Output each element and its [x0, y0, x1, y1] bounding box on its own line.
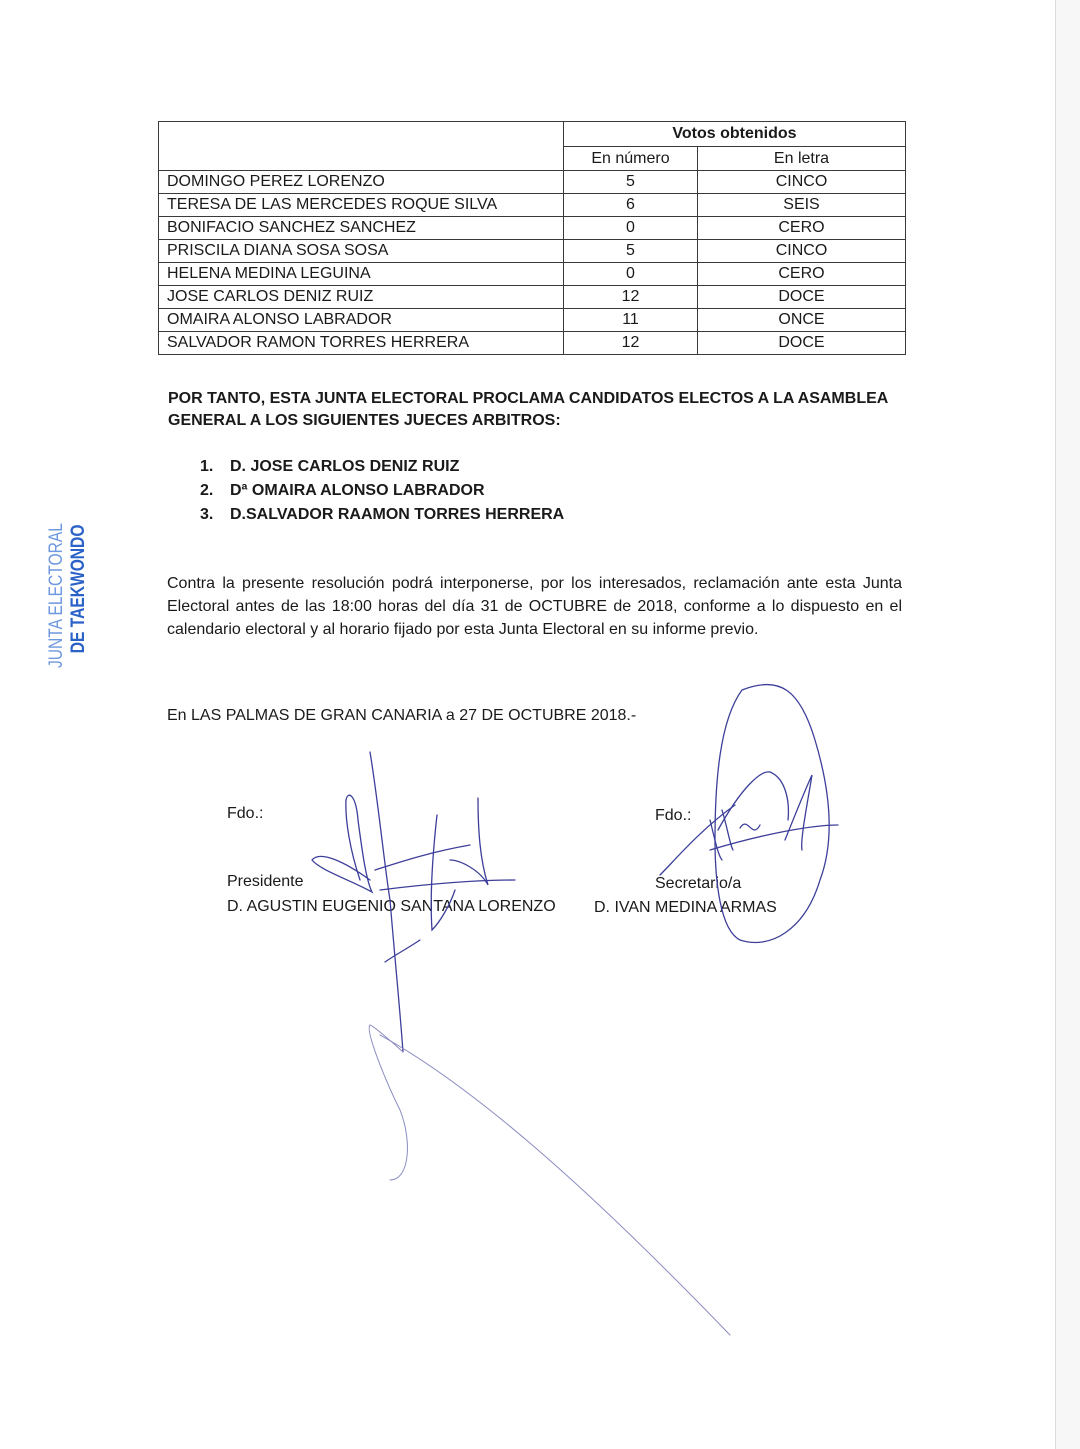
- letter-column-header: En letra: [698, 147, 906, 171]
- secretary-role: Secretario/a: [655, 875, 742, 892]
- secretary-signed-label: Fdo.:: [655, 807, 692, 824]
- place-and-date: En LAS PALMAS DE GRAN CANARIA a 27 DE OCTUBRE 2018.-: [167, 707, 637, 724]
- stamp-line-1: JUNTA ELECTORAL: [46, 523, 67, 668]
- president-signature: [312, 752, 730, 1335]
- cell-name: HELENA MEDINA LEGUINA: [159, 263, 564, 286]
- table-row: [159, 171, 906, 194]
- elected-item: 2. Dª OMAIRA ALONSO LABRADOR: [200, 482, 485, 499]
- table-row: [159, 240, 906, 263]
- signature-stroke: [385, 940, 420, 962]
- cell-name: SALVADOR RAMON TORRES HERRERA: [159, 332, 564, 355]
- cell-name: JOSE CARLOS DENIZ RUIZ: [159, 286, 564, 309]
- name-column-header: [159, 122, 564, 171]
- cell-letter: DOCE: [698, 332, 906, 355]
- elected-item: 3. D.SALVADOR RAAMON TORRES HERRERA: [200, 506, 565, 523]
- cell-letter: CINCO: [698, 240, 906, 263]
- table-row: [159, 309, 906, 332]
- elected-candidates-list: [200, 455, 564, 527]
- elected-item: 1. D. JOSE CARLOS DENIZ RUIZ: [200, 458, 460, 475]
- number-column-header: En número: [564, 147, 698, 171]
- cell-letter: ONCE: [698, 309, 906, 332]
- president-name: D. AGUSTIN EUGENIO SANTANA LORENZO: [227, 898, 556, 915]
- stamp-line-2: DE TAEKWONDO: [68, 524, 89, 654]
- president-role: Presidente: [227, 873, 304, 890]
- appeal-notice: Contra la presente resolución podrá interponerse, por los interesados, reclamación ante esta Junta Electoral antes de las 18:00 horas del día 31 de OCTUBRE de 2018, conforme a lo dispuesto en el calendario electoral y al horario fijado por esta Junta Electoral en su informe previo.: [167, 575, 902, 638]
- votes-table: [158, 121, 906, 355]
- page-edge: [1055, 0, 1056, 1449]
- signature-stroke: [710, 810, 733, 860]
- proclamation-text: POR TANTO, ESTA JUNTA ELECTORAL PROCLAMA CANDIDATOS ELECTOS A LA ASAMBLEA GENERAL A LOS SIGUIENTES JUECES ARBITROS:: [168, 390, 888, 429]
- cell-number: 6: [564, 194, 698, 217]
- cell-name: PRISCILA DIANA SOSA SOSA: [159, 240, 564, 263]
- cell-name: DOMINGO PEREZ LORENZO: [159, 171, 564, 194]
- electoral-board-stamp: [46, 523, 90, 668]
- cell-number: 0: [564, 263, 698, 286]
- signature-stroke: [369, 1025, 407, 1180]
- cell-name: TERESA DE LAS MERCEDES ROQUE SILVA: [159, 194, 564, 217]
- elected-name: D. JOSE CARLOS DENIZ RUIZ: [230, 458, 460, 475]
- table-row: [159, 332, 906, 355]
- cell-number: 12: [564, 286, 698, 309]
- signature-stroke: [740, 824, 760, 830]
- signature-stroke: [312, 795, 372, 892]
- cell-letter: DOCE: [698, 286, 906, 309]
- table-row: [159, 263, 906, 286]
- table-row: [159, 286, 906, 309]
- page-gutter: [1056, 0, 1080, 1449]
- votes-group-header: Votos obtenidos: [564, 122, 906, 147]
- secretary-name: D. IVAN MEDINA ARMAS: [594, 899, 777, 916]
- president-signed-label: Fdo.:: [227, 805, 264, 822]
- signature-stroke: [380, 1035, 730, 1335]
- signature-stroke: [375, 845, 470, 870]
- cell-number: 0: [564, 217, 698, 240]
- cell-letter: CERO: [698, 263, 906, 286]
- cell-name: OMAIRA ALONSO LABRADOR: [159, 309, 564, 332]
- signature-stroke: [710, 825, 838, 850]
- cell-number: 5: [564, 171, 698, 194]
- table-row: [159, 194, 906, 217]
- signature-stroke: [380, 880, 515, 890]
- cell-letter: SEIS: [698, 194, 906, 217]
- signature-stroke: [450, 798, 488, 885]
- cell-number: 11: [564, 309, 698, 332]
- cell-number: 5: [564, 240, 698, 263]
- cell-letter: CERO: [698, 217, 906, 240]
- signature-stroke: [785, 775, 812, 850]
- elected-name: D.SALVADOR RAAMON TORRES HERRERA: [230, 506, 565, 523]
- signature-stroke: [718, 772, 788, 830]
- cell-letter: CINCO: [698, 171, 906, 194]
- elected-name: Dª OMAIRA ALONSO LABRADOR: [230, 482, 485, 499]
- cell-number: 12: [564, 332, 698, 355]
- table-row: [159, 217, 906, 240]
- cell-name: BONIFACIO SANCHEZ SANCHEZ: [159, 217, 564, 240]
